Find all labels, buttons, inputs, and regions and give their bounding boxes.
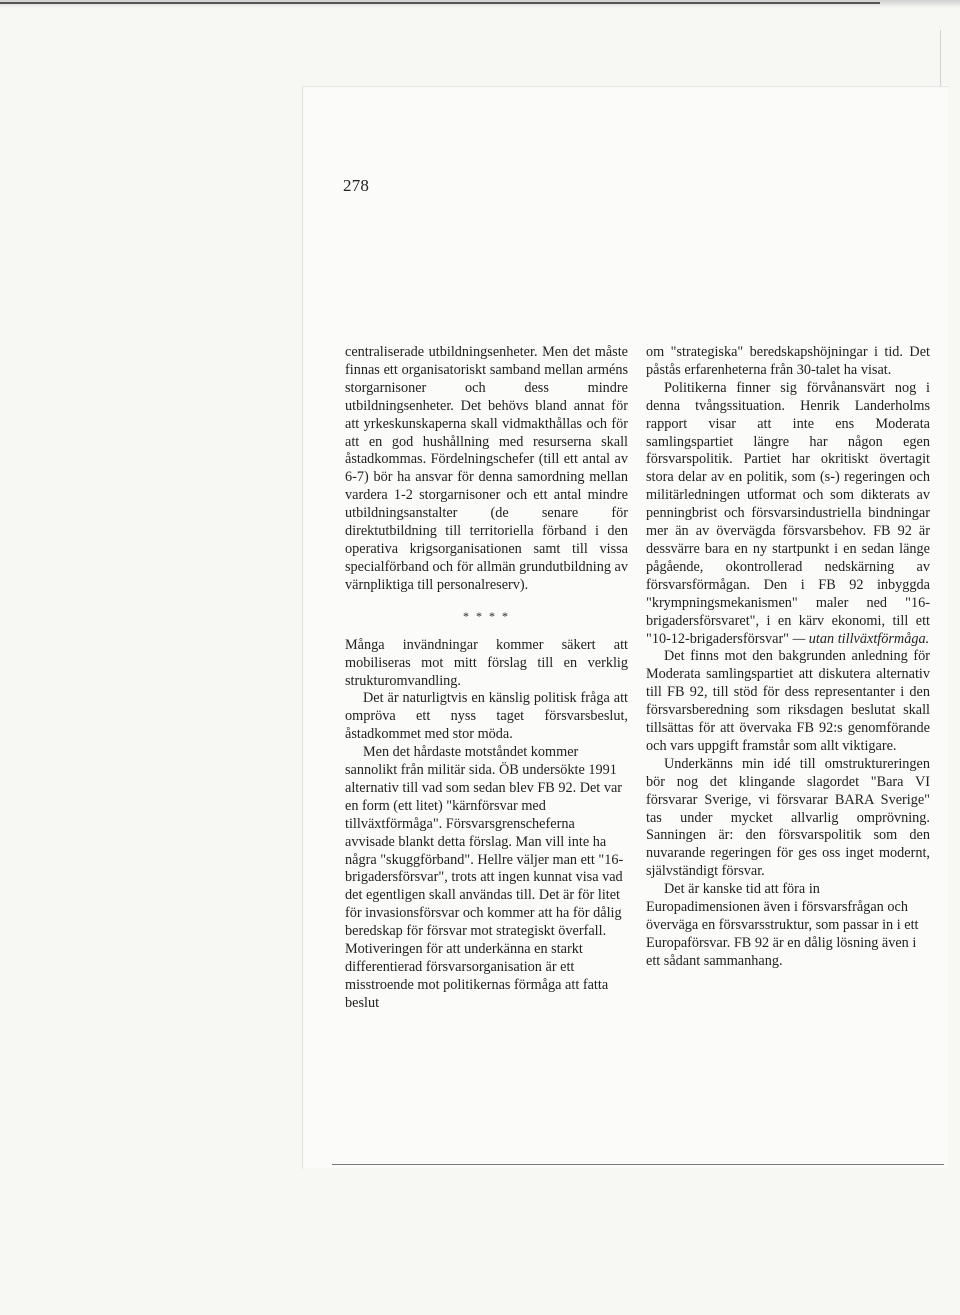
right-paragraph-2-italic: — utan tillväxtförmåga. [792,630,930,647]
right-paragraph-2-text: Politikerna finner sig förvånansvärt nog i denna tvångssituation. Henrik Landerholms rapport visar att inte ens Moderata samlingspartiet längre har någon egen försvarspolitik. Partiet har okritiskt övertagit stora delar av en politik, som (s-) regeringen och militärledningen utformat och som dikterats av penningbrist och försvarsindustriella bindningar mer än av övervägda försvarsbehov. FB 92 är dessvärre bara en ny startpunkt i en sedan länge pågående, okontrollerad nedskärning av försvarsförmågan. Den i FB 92 inbyggda "krympningsmekanismen" maler ned "16-brigadersförsvaret", i en kärv ekonomi, till ett "10-12-brigadersförsvar" [646,379,930,647]
left-paragraph-1: centraliserade utbildningsenheter. Men det måste finnas ett organisatoriskt samband mellan arméns storgarnisoner och dess mindre utbildningsenheter. Det behövs bland annat för att yrkeskunskaperna skall vidmakthållas och för att en god hushållning med resurserna skall åstadkommas. Fördelningschefer (till ett antal av 6-7) bör ha ansvar för denna samordning mellan vardera 1-2 storgarnisoner och ett antal mindre utbildningsanstalter (de senare för direktutbildning till territoriella förband i den operativa krigsorganisationen samt till vissa specialförband och för allmän grundutbildning av värnpliktiga till personalreserv). [345,344,628,593]
right-paragraph-1: om "strategiska" beredskapshöjningar i tid. Det påstås erfarenheterna från 30-talet ha visat. [646,344,930,378]
left-paragraph-3: Det är naturligtvis en känslig politisk fråga att ompröva ett nyss taget försvarsbeslut, åstadkommet med stor möda. [345,690,628,743]
left-text-column [345,344,628,1013]
right-paragraph-2 [646,380,930,649]
left-paragraph-4: Men det hårdaste motståndet kommer sannolikt från militär sida. ÖB undersökte 1991 alternativ till vad som sedan blev FB 92. Det var en form (ett litet) "kärnförsvar med tillväxtförmåga". Försvarsgrenscheferna avvisade blankt detta förslag. Man vill inte ha några "skuggförband". Hellre väljer man ett "16-brigadersförsvar", trots att ingen kunnat visa vad det egentligen skall användas till. Det är för litet för invasionsförsvar och kommer att ha för dålig beredskap för försvar mot strategiskt överfall. Motiveringen för att underkänna en starkt differentierad försvarsorganisation är ett misstroende mot politikernas förmåga att fatta beslut [345,744,624,1011]
page-number: 278 [343,176,370,195]
section-separator: * * * * [463,608,510,623]
left-paragraph-2: Många invändningar kommer säkert att mobiliseras mot mitt förslag till en verklig strukturomvandling. [345,636,628,689]
right-paragraph-5: Det är kanske tid att föra in Europadimensionen även i försvarsfrågan och överväga en försvarsstruktur, som passar in i ett Europaförsvar. FB 92 är en dålig lösning även i ett sådant sammanhang. [646,881,919,969]
right-text-column [646,344,930,971]
right-paragraph-4: Underkänns min idé till omstruktureringen bör nog det klingande slagordet "Bara VI försvarar Sverige, vi försvarar BARA Sverige" tas under mycket allvarlig omprövning. Sanningen är: den försvarspolitik som den nuvarande regeringen för ges oss inget modernt, självständigt försvar. [646,755,930,880]
scan-top-rule [0,2,880,4]
page-bottom-rule [332,1164,944,1165]
right-paragraph-3: Det finns mot den bakgrunden anledning för Moderata samlingspartiet att diskutera alternativ till FB 92, till stöd för dess representanter i den försvarsberedning som riksdagen beslutat skall tillsättas för att övervaka FB 92:s genomförande och vars uppgift framstår som allt viktigare. [646,648,930,754]
